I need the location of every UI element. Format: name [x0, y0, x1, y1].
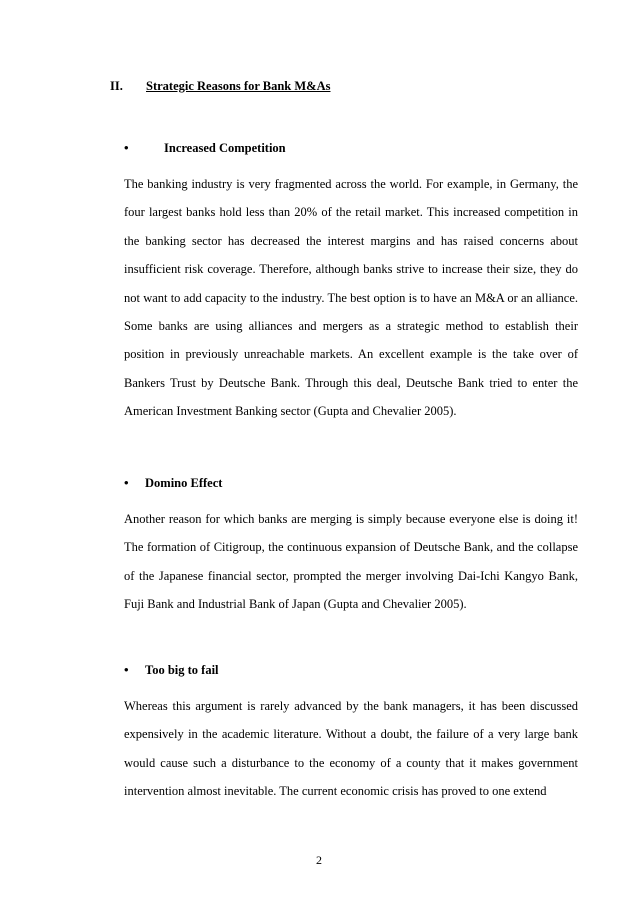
paragraph-too-big-to-fail: Whereas this argument is rarely advanced by the bank managers, it has been discussed expensively in the academic literature. Without a doubt, the failure of a very large bank would cause such a disturbance to the economy of a county that it makes government intervention almost inevitable. The current economic crisis has proved to one extend: [124, 699, 578, 799]
subsection-heading-too-big-to-fail: [124, 660, 219, 680]
subsection-heading-increased-competition: [124, 138, 286, 158]
subsection-title: Too big to fail: [145, 663, 219, 677]
bullet-icon: •: [124, 662, 129, 677]
section-title: Strategic Reasons for Bank M&As: [146, 79, 331, 93]
bullet-icon: •: [124, 475, 129, 490]
paragraph-increased-competition: The banking industry is very fragmented across the world. For example, in Germany, the four largest banks hold less than 20% of the retail market. This increased competition in the banking sector has decreased the interest margins and has raised concerns about insufficient risk coverage. Therefore, although banks strive to increase their size, they do not want to add capacity to the industry. The best option is to have an M&A or an alliance. Some banks are using alliances and mergers as a strategic method to establish their position in previously unreachable markets. An excellent example is the take over of Bankers Trust by Deutsche Bank. Through this deal, Deutsche Bank tried to enter the American Investment Banking sector (Gupta and Chevalier 2005).: [124, 177, 578, 419]
page-number: 2: [316, 853, 322, 867]
bullet-icon: •: [124, 140, 129, 155]
section-number: II.: [110, 79, 123, 93]
subsection-title: Domino Effect: [145, 476, 223, 490]
subsection-title: Increased Competition: [164, 141, 286, 155]
section-heading: [110, 79, 330, 94]
paragraph-domino-effect: Another reason for which banks are merging is simply because everyone else is doing it! The formation of Citigroup, the continuous expansion of Deutsche Bank, and the collapse of the Japanese financial sector, prompted the merger involving Dai-Ichi Kangyo Bank, Fuji Bank and Industrial Bank of Japan (Gupta and Chevalier 2005).: [124, 512, 578, 612]
subsection-heading-domino-effect: [124, 473, 222, 493]
